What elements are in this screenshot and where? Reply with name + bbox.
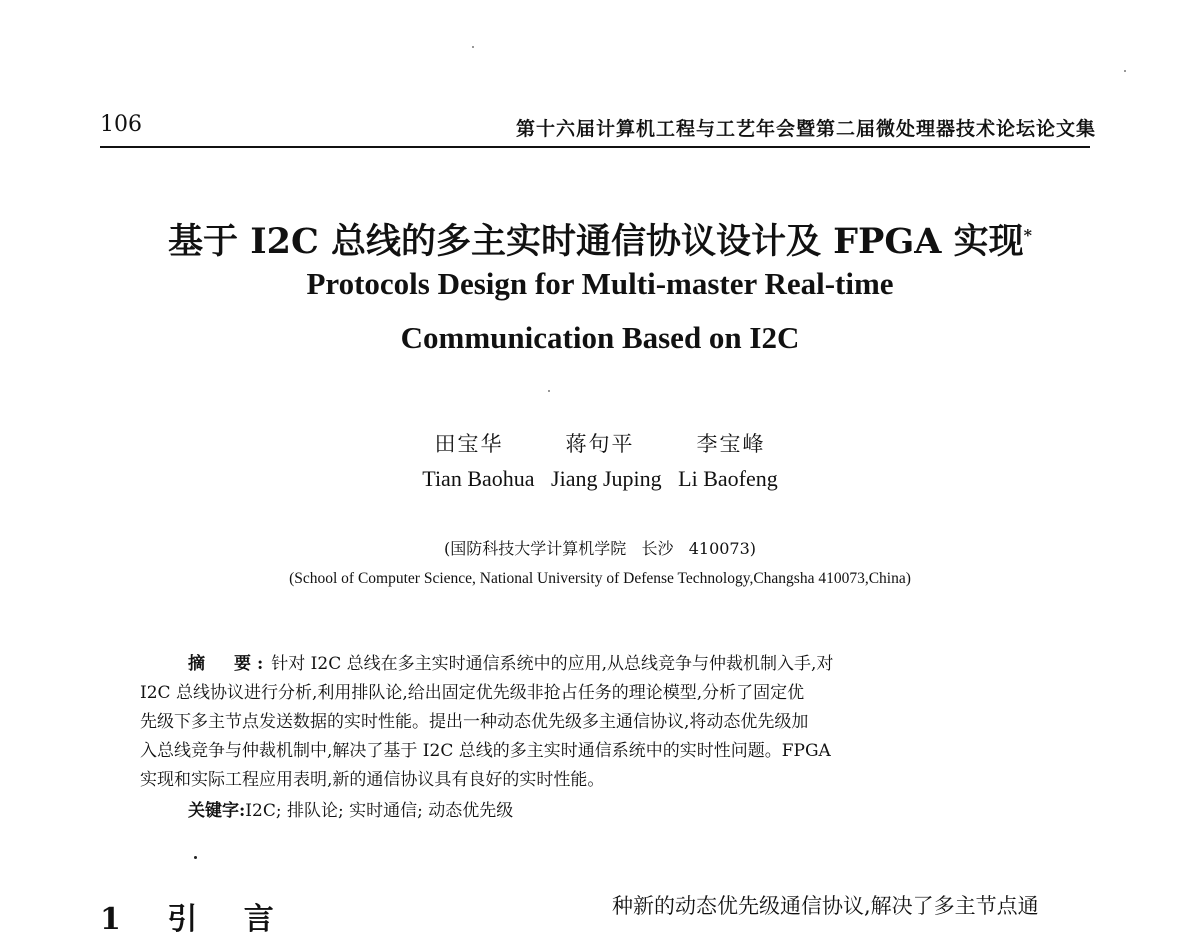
abstract	[140, 650, 1045, 795]
authors-chinese: 田宝华 蒋句平 李宝峰	[434, 432, 766, 456]
abstract-line-3: 先级下多主节点发送数据的实时性能。提出一种动态优先级多主通信协议,将动态优先级加	[140, 712, 809, 732]
page-number: 106	[100, 112, 142, 137]
abstract-label: 摘 要:	[188, 654, 270, 674]
paper-title-chinese-text: 基于 I2C 总线的多主实时通信协议设计及 FPGA 实现	[168, 221, 1024, 262]
scan-dot	[194, 856, 197, 859]
header-rule	[100, 146, 1090, 148]
keywords-label: 关键字:	[188, 801, 246, 821]
paper-title-english-line-1: Protocols Design for Multi-master Real-time	[306, 266, 894, 301]
scan-speck	[1124, 70, 1126, 72]
scan-speck	[548, 390, 550, 392]
section-heading: 1 引 言	[100, 902, 292, 937]
body-text-column-2: 种新的动态优先级通信协议,解决了多主节点通	[612, 894, 1039, 918]
running-header: 第十六届计算机工程与工艺年会暨第二届微处理器技术论坛论文集	[515, 118, 1096, 140]
abstract-line-4: 入总线竞争与仲裁机制中,解决了基于 I2C 总线的多主实时通信系统中的实时性问题。FPGA	[140, 741, 831, 761]
keywords	[188, 796, 513, 821]
scan-speck	[472, 46, 474, 48]
affiliation-chinese: (国防科技大学计算机学院 长沙 410073)	[443, 539, 757, 558]
abstract-line-2: I2C 总线协议进行分析,利用排队论,给出固定优先级非抢占任务的理论模型,分析了固定优	[140, 683, 805, 703]
paper-title-english-line-2: Communication Based on I2C	[400, 320, 800, 355]
keywords-text: I2C; 排队论; 实时通信; 动态优先级	[245, 801, 514, 821]
title-footnote-mark: *	[1023, 225, 1032, 245]
abstract-line-1-text: 针对 I2C 总线在多主实时通信系统中的应用,从总线竞争与仲裁机制入手,对	[271, 654, 834, 674]
paper-title-chinese	[0, 214, 1200, 264]
authors-english: Tian Baohua Jiang Juping Li Baofeng	[422, 466, 778, 491]
abstract-line-1	[140, 650, 1045, 679]
affiliation-english: (School of Computer Science, National University of Defense Technology,Changsha 410073,China)	[289, 570, 911, 587]
abstract-line-5: 实现和实际工程应用表明,新的通信协议具有良好的实时性能。	[140, 770, 605, 790]
